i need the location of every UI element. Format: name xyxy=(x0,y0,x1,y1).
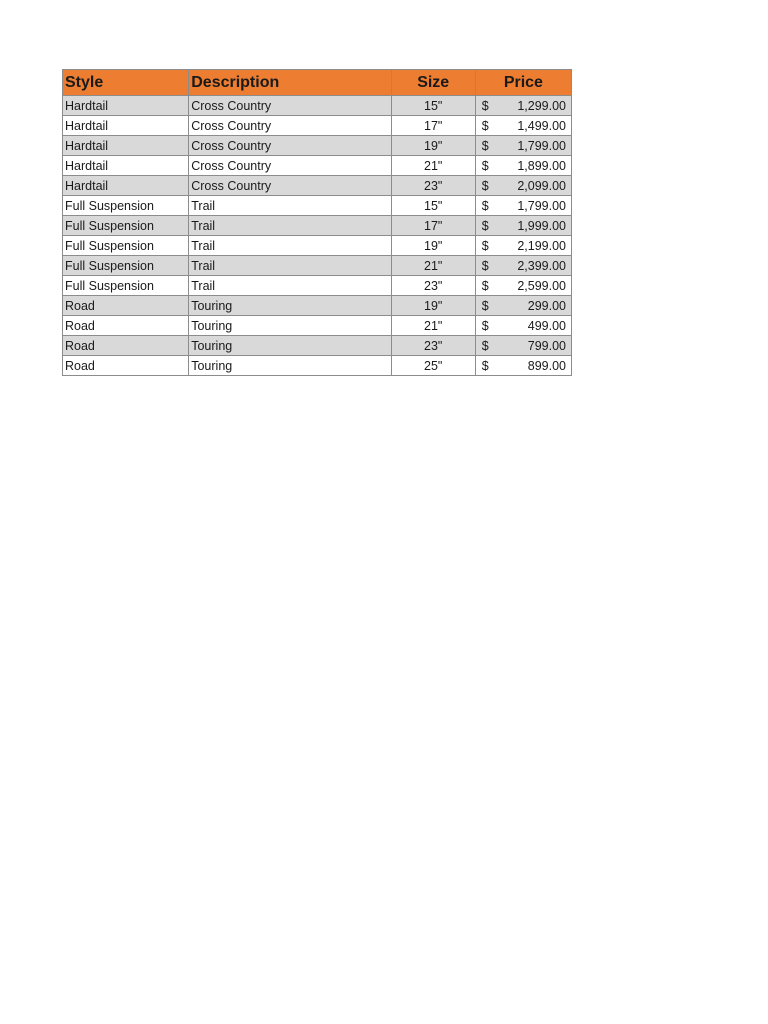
description-cell[interactable]: Touring xyxy=(189,356,391,376)
size-cell[interactable]: 19" xyxy=(391,136,475,156)
description-cell[interactable]: Trail xyxy=(189,196,391,216)
header-row xyxy=(63,70,572,96)
description-cell[interactable]: Touring xyxy=(189,296,391,316)
price-cell[interactable] xyxy=(475,136,571,156)
table-row xyxy=(63,96,572,116)
price-value: 299.00 xyxy=(527,298,566,313)
style-cell[interactable]: Hardtail xyxy=(63,96,189,116)
table-row xyxy=(63,356,572,376)
table-row xyxy=(63,236,572,256)
table-row xyxy=(63,156,572,176)
description-cell[interactable]: Trail xyxy=(189,236,391,256)
style-cell[interactable]: Full Suspension xyxy=(63,236,189,256)
table-row xyxy=(63,196,572,216)
size-cell[interactable]: 25" xyxy=(391,356,475,376)
price-value: 1,499.00 xyxy=(517,118,566,133)
price-value: 2,599.00 xyxy=(517,278,566,293)
size-cell[interactable]: 23" xyxy=(391,336,475,356)
currency-symbol: $ xyxy=(481,278,489,293)
currency-symbol: $ xyxy=(481,298,489,313)
currency-symbol: $ xyxy=(481,98,489,113)
price-value: 2,199.00 xyxy=(517,238,566,253)
table-row xyxy=(63,176,572,196)
style-cell[interactable]: Road xyxy=(63,296,189,316)
description-cell[interactable]: Cross Country xyxy=(189,156,391,176)
price-value: 799.00 xyxy=(527,338,566,353)
table-row xyxy=(63,316,572,336)
price-value: 1,799.00 xyxy=(517,198,566,213)
currency-symbol: $ xyxy=(481,338,489,353)
style-cell[interactable]: Road xyxy=(63,356,189,376)
size-cell[interactable]: 23" xyxy=(391,176,475,196)
price-cell[interactable] xyxy=(475,96,571,116)
price-value: 899.00 xyxy=(527,358,566,373)
currency-symbol: $ xyxy=(481,178,489,193)
currency-symbol: $ xyxy=(481,258,489,273)
description-cell[interactable]: Cross Country xyxy=(189,96,391,116)
currency-symbol: $ xyxy=(481,198,489,213)
size-cell[interactable]: 15" xyxy=(391,96,475,116)
size-cell[interactable]: 21" xyxy=(391,256,475,276)
price-cell[interactable] xyxy=(475,216,571,236)
price-value: 499.00 xyxy=(527,318,566,333)
table-row xyxy=(63,336,572,356)
currency-symbol: $ xyxy=(481,238,489,253)
description-cell[interactable]: Trail xyxy=(189,276,391,296)
price-cell[interactable] xyxy=(475,236,571,256)
price-cell[interactable] xyxy=(475,256,571,276)
price-cell[interactable] xyxy=(475,196,571,216)
style-cell[interactable]: Hardtail xyxy=(63,156,189,176)
currency-symbol: $ xyxy=(481,158,489,173)
description-cell[interactable]: Touring xyxy=(189,316,391,336)
size-cell[interactable]: 23" xyxy=(391,276,475,296)
price-cell[interactable] xyxy=(475,336,571,356)
style-cell[interactable]: Road xyxy=(63,336,189,356)
table-row xyxy=(63,276,572,296)
currency-symbol: $ xyxy=(481,318,489,333)
size-cell[interactable]: 17" xyxy=(391,216,475,236)
size-cell[interactable]: 17" xyxy=(391,116,475,136)
currency-symbol: $ xyxy=(481,218,489,233)
bike-price-table xyxy=(62,69,572,376)
style-cell[interactable]: Full Suspension xyxy=(63,256,189,276)
header-style[interactable]: Style xyxy=(63,70,189,96)
currency-symbol: $ xyxy=(481,358,489,373)
table-row xyxy=(63,116,572,136)
header-size[interactable]: Size xyxy=(391,70,475,96)
currency-symbol: $ xyxy=(481,138,489,153)
size-cell[interactable]: 15" xyxy=(391,196,475,216)
style-cell[interactable]: Full Suspension xyxy=(63,276,189,296)
price-cell[interactable] xyxy=(475,316,571,336)
style-cell[interactable]: Full Suspension xyxy=(63,216,189,236)
description-cell[interactable]: Touring xyxy=(189,336,391,356)
size-cell[interactable]: 19" xyxy=(391,236,475,256)
style-cell[interactable]: Hardtail xyxy=(63,136,189,156)
style-cell[interactable]: Hardtail xyxy=(63,176,189,196)
price-value: 1,799.00 xyxy=(517,138,566,153)
style-cell[interactable]: Hardtail xyxy=(63,116,189,136)
description-cell[interactable]: Trail xyxy=(189,216,391,236)
table-row xyxy=(63,216,572,236)
price-cell[interactable] xyxy=(475,176,571,196)
price-value: 1,899.00 xyxy=(517,158,566,173)
table-row xyxy=(63,136,572,156)
style-cell[interactable]: Road xyxy=(63,316,189,336)
description-cell[interactable]: Cross Country xyxy=(189,176,391,196)
description-cell[interactable]: Cross Country xyxy=(189,136,391,156)
price-value: 1,299.00 xyxy=(517,98,566,113)
price-value: 2,099.00 xyxy=(517,178,566,193)
description-cell[interactable]: Cross Country xyxy=(189,116,391,136)
size-cell[interactable]: 19" xyxy=(391,296,475,316)
currency-symbol: $ xyxy=(481,118,489,133)
header-price[interactable]: Price xyxy=(475,70,571,96)
price-value: 1,999.00 xyxy=(517,218,566,233)
price-cell[interactable] xyxy=(475,116,571,136)
price-cell[interactable] xyxy=(475,276,571,296)
size-cell[interactable]: 21" xyxy=(391,316,475,336)
price-value: 2,399.00 xyxy=(517,258,566,273)
description-cell[interactable]: Trail xyxy=(189,256,391,276)
header-description[interactable]: Description xyxy=(189,70,391,96)
table-row xyxy=(63,256,572,276)
price-cell[interactable] xyxy=(475,156,571,176)
price-cell[interactable] xyxy=(475,296,571,316)
price-cell[interactable] xyxy=(475,356,571,376)
table-row xyxy=(63,296,572,316)
style-cell[interactable]: Full Suspension xyxy=(63,196,189,216)
table-body xyxy=(63,96,572,376)
size-cell[interactable]: 21" xyxy=(391,156,475,176)
